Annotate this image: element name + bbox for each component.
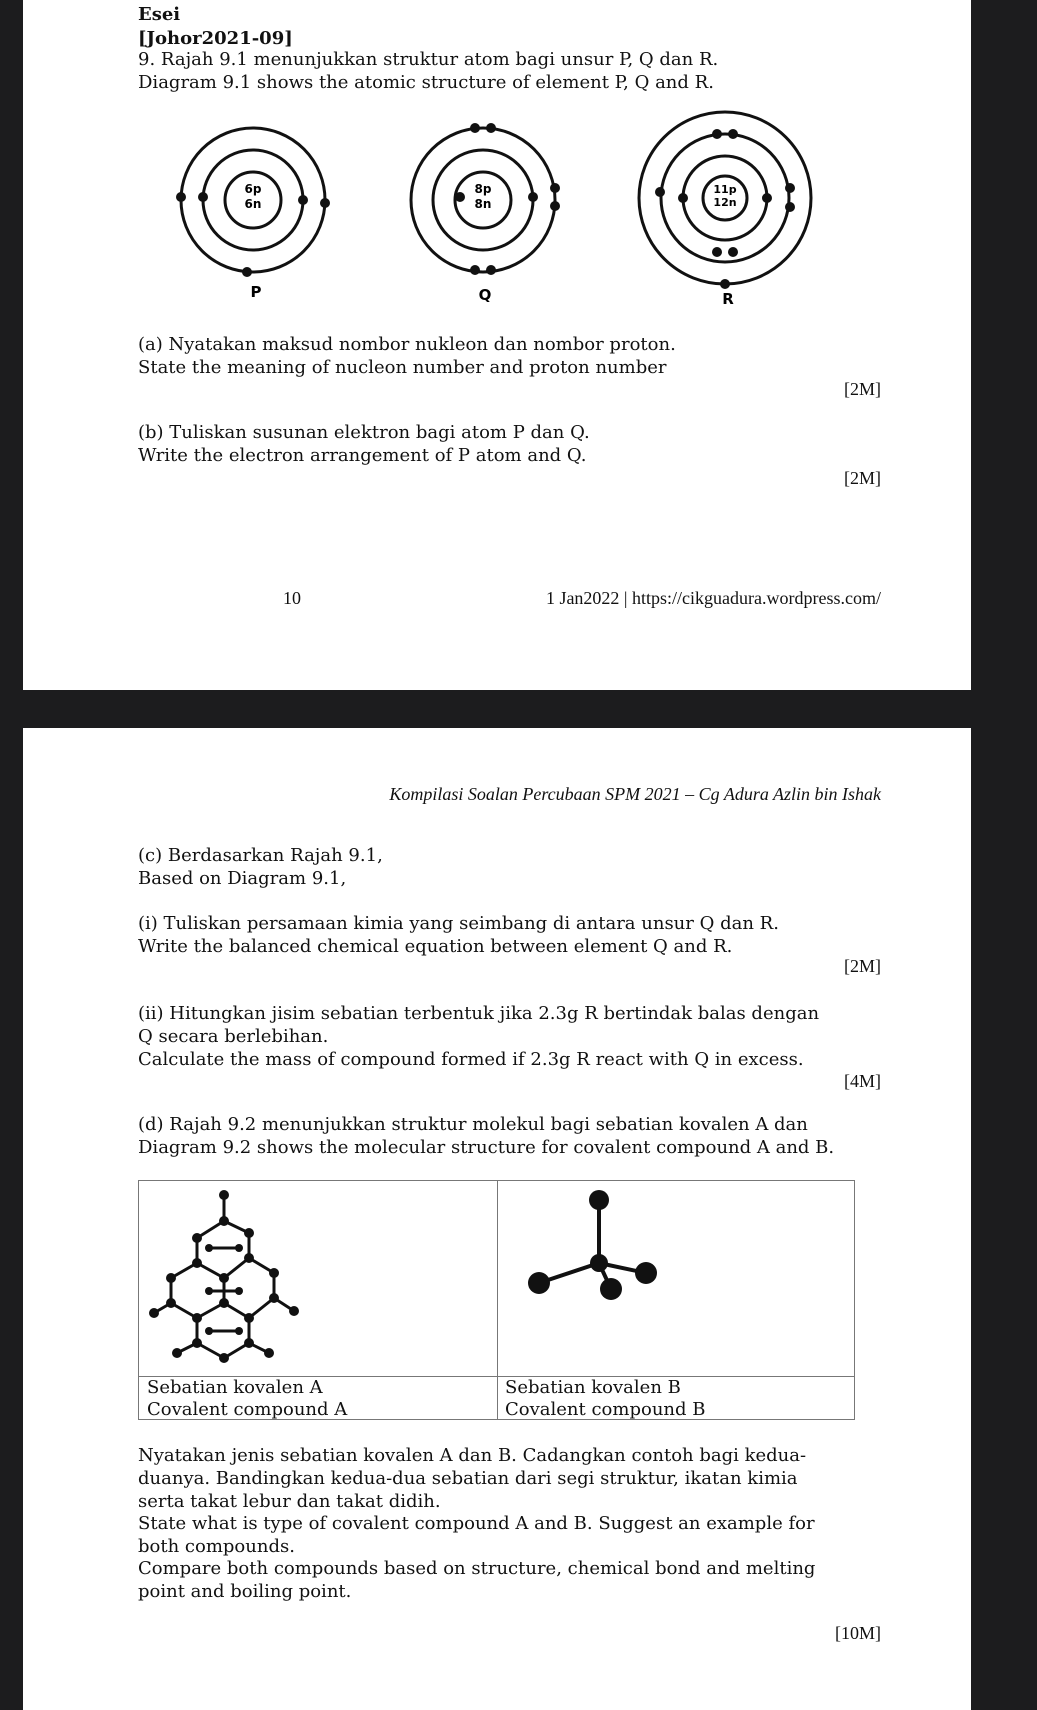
- compound-a-structure: [149, 1183, 309, 1373]
- q9-english: Diagram 9.1 shows the atomic structure of element P, Q and R.: [138, 72, 714, 93]
- section-heading: Esei: [138, 4, 181, 25]
- atom-q-protons: 8p: [474, 182, 492, 196]
- qd-malay: (d) Rajah 9.2 menunjukkan struktur molekul bagi sebatian kovalen A dan: [138, 1114, 808, 1135]
- atom-p-neutrons: 6n: [244, 197, 262, 211]
- qa-malay: (a) Nyatakan maksud nombor nukleon dan nombor proton.: [138, 334, 676, 355]
- atom-p: [176, 128, 330, 301]
- page-1: [23, 0, 971, 690]
- qb-marks: [2M]: [844, 468, 881, 488]
- qd-text-7: point and boiling point.: [138, 1581, 352, 1602]
- atom-q-neutrons: 8n: [474, 197, 492, 211]
- atom-q: [411, 123, 560, 304]
- qc-malay: (c) Berdasarkan Rajah 9.1,: [138, 845, 383, 866]
- qcii-english: Calculate the mass of compound formed if 2.3g R react with Q in excess.: [138, 1049, 804, 1070]
- qci-english: Write the balanced chemical equation between element Q and R.: [138, 936, 733, 957]
- question-source: [Johor2021-09]: [138, 28, 293, 49]
- qd-text-3: serta takat lebur dan takat didih.: [138, 1491, 441, 1512]
- qd-english: Diagram 9.2 shows the molecular structure for covalent compound A and B.: [138, 1137, 835, 1158]
- qd-text-5: both compounds.: [138, 1536, 295, 1557]
- atom-r: [639, 112, 811, 308]
- compound-a-english: Covalent compound A: [147, 1399, 348, 1420]
- page-2: [23, 728, 971, 1710]
- qd-marks: [10M]: [835, 1623, 881, 1643]
- qd-text-4: State what is type of covalent compound A and B. Suggest an example for: [138, 1513, 815, 1534]
- compound-b-malay: Sebatian kovalen B: [505, 1377, 681, 1398]
- compound-table: [138, 1180, 855, 1420]
- atom-r-label: R: [722, 290, 734, 308]
- q9-malay: 9. Rajah 9.1 menunjukkan struktur atom bagi unsur P, Q dan R.: [138, 49, 719, 70]
- qb-malay: (b) Tuliskan susunan elektron bagi atom P dan Q.: [138, 422, 590, 443]
- qcii-malay-2: Q secara berlebihan.: [138, 1026, 329, 1047]
- atom-r-protons: 11p: [713, 183, 737, 196]
- compound-a-malay: Sebatian kovalen A: [147, 1377, 323, 1398]
- atom-r-neutrons: 12n: [713, 196, 737, 209]
- atom-diagram: [23, 110, 971, 310]
- qc-english: Based on Diagram 9.1,: [138, 868, 347, 889]
- atom-p-protons: 6p: [244, 182, 262, 196]
- qd-text-2: duanya. Bandingkan kedua-dua sebatian dari segi struktur, ikatan kimia: [138, 1468, 798, 1489]
- atom-p-label: P: [250, 283, 262, 301]
- qb-english: Write the electron arrangement of P atom and Q.: [138, 445, 587, 466]
- atom-q-label: Q: [478, 286, 492, 304]
- qcii-marks: [4M]: [844, 1071, 881, 1091]
- qa-marks: [2M]: [844, 379, 881, 399]
- page-number: 10: [283, 588, 301, 608]
- qci-marks: [2M]: [844, 956, 881, 976]
- qa-english: State the meaning of nucleon number and proton number: [138, 357, 667, 378]
- footer-text: 1 Jan2022 | https://cikguadura.wordpress.com/: [545, 588, 881, 608]
- compound-b-structure: [511, 1185, 681, 1305]
- qd-text-1: Nyatakan jenis sebatian kovalen A dan B. Cadangkan contoh bagi kedua-: [138, 1445, 807, 1466]
- compound-b-english: Covalent compound B: [505, 1399, 706, 1420]
- qcii-malay-1: (ii) Hitungkan jisim sebatian terbentuk jika 2.3g R bertindak balas dengan: [138, 1003, 820, 1024]
- page-header: Kompilasi Soalan Percubaan SPM 2021 – Cg Adura Azlin bin Ishak: [389, 784, 881, 804]
- qd-text-6: Compare both compounds based on structure, chemical bond and melting: [138, 1558, 816, 1579]
- qci-malay: (i) Tuliskan persamaan kimia yang seimbang di antara unsur Q dan R.: [138, 913, 779, 934]
